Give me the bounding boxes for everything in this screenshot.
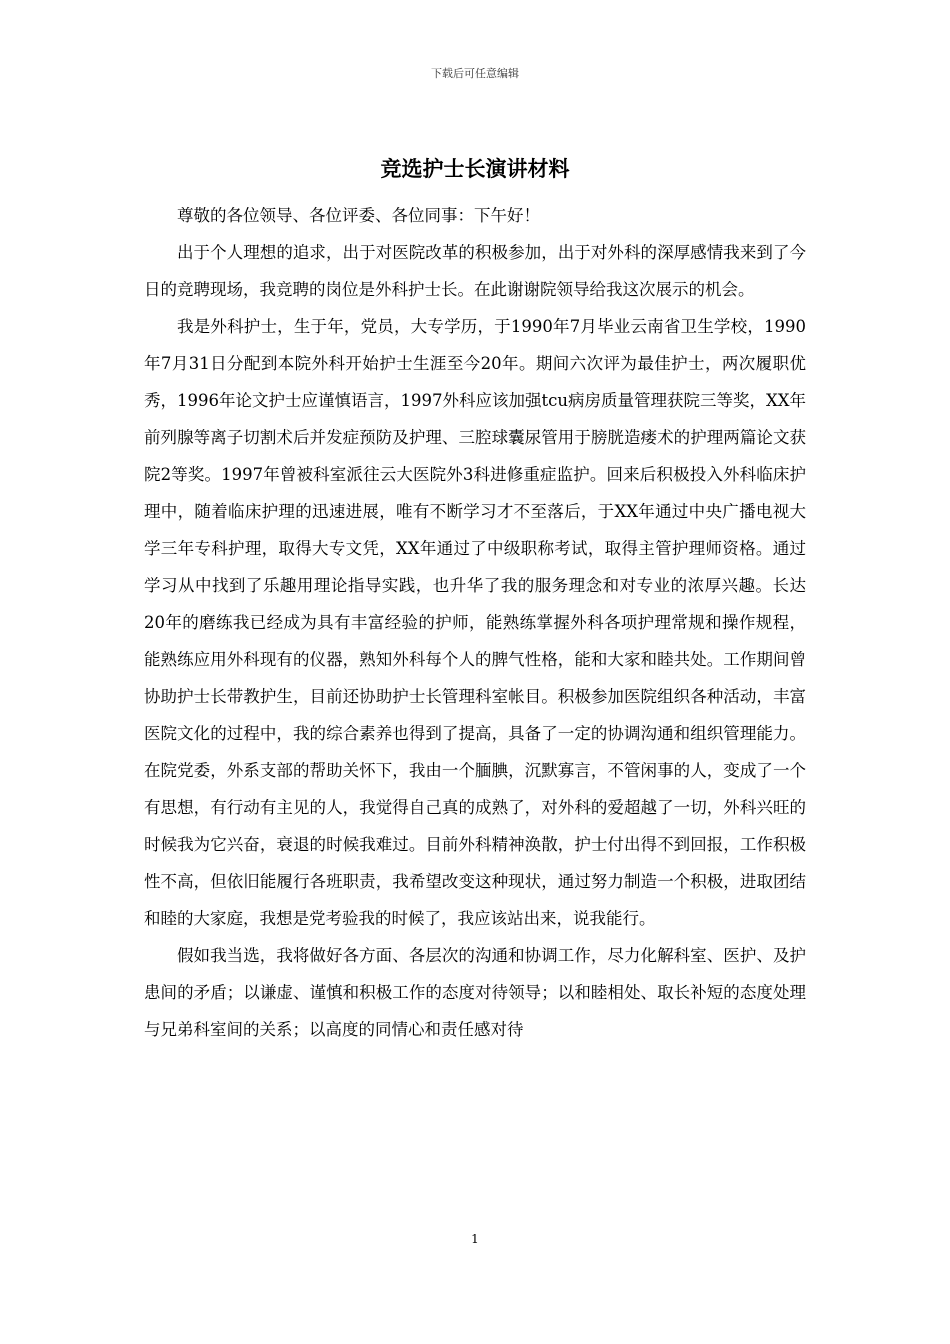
document-title: 竞选护士长演讲材料	[380, 156, 570, 181]
paragraph-plan: 假如我当选，我将做好各方面、各层次的沟通和协调工作，尽力化解科室、医护、及护患间的矛盾；以谦虚、谨慎和积极工作的态度对待领导；以和睦相处、取长补短的态度处理与兄弟科室间的关系；以高度的同情心和责任感对待	[144, 946, 806, 1039]
paragraph-greeting: 尊敬的各位领导、各位评委、各位同事：下午好！	[177, 206, 540, 225]
paragraph-background: 我是外科护士，生于年，党员，大专学历，于1990年7月毕业云南省卫生学校，1990年7月31日分配到本院外科开始护士生涯至今20年。期间六次评为最佳护士，两次履职优秀，1996年论文护士应谨慎语言，1997外科应该加强tcu病房质量管理获院三等奖，XX年前列腺等离子切割术后并发症预防及护理、三腔球囊尿管用于膀胱造瘘术的护理两篇论文获院2等奖。1997年曾被科室派往云大医院外3科进修重症监护。回来后积极投入外科临床护理中，随着临床护理的迅速进展，唯有不断学习才不至落后，于XX年通过中央广播电视大学三年专科护理，取得大专文凭，XX年通过了中级职称考试，取得主管护理师资格。通过学习从中找到了乐趣用理论指导实践，也升华了我的服务理念和对专业的浓厚兴趣。长达20年的磨练我已经成为具有丰富经验的护师，能熟练掌握外科各项护理常规和操作规程，能熟练应用外科现有的仪器，熟知外科每个人的脾气性格，能和大家和睦共处。工作期间曾协助护士长带教护生，目前还协助护士长管理科室帐目。积极参加医院组织各种活动，丰富医院文化的过程中，我的综合素养也得到了提高，具备了一定的协调沟通和组织管理能力。在院党委，外系支部的帮助关怀下，我由一个腼腆，沉默寡言，不管闲事的人，变成了一个有思想，有行动有主见的人，我觉得自己真的成熟了，对外科的爱超越了一切，外科兴旺的时候我为它兴奋，衰退的时候我难过。目前外科精神涣散，护士付出得不到回报，工作积极性不高，但依旧能履行各班职责，我希望改变这种现状，通过努力制造一个积极，进取团结和睦的大家庭，我想是党考验我的时候了，我应该站出来，说我能行。	[144, 317, 806, 928]
page-number: 1	[471, 1232, 479, 1246]
header-note: 下载后可任意编辑	[431, 67, 519, 80]
paragraph-intro: 出于个人理想的追求，出于对医院改革的积极参加，出于对外科的深厚感情我来到了今日的竞聘现场，我竞聘的岗位是外科护士长。在此谢谢院领导给我这次展示的机会。	[144, 243, 806, 299]
document-body	[144, 197, 806, 1048]
